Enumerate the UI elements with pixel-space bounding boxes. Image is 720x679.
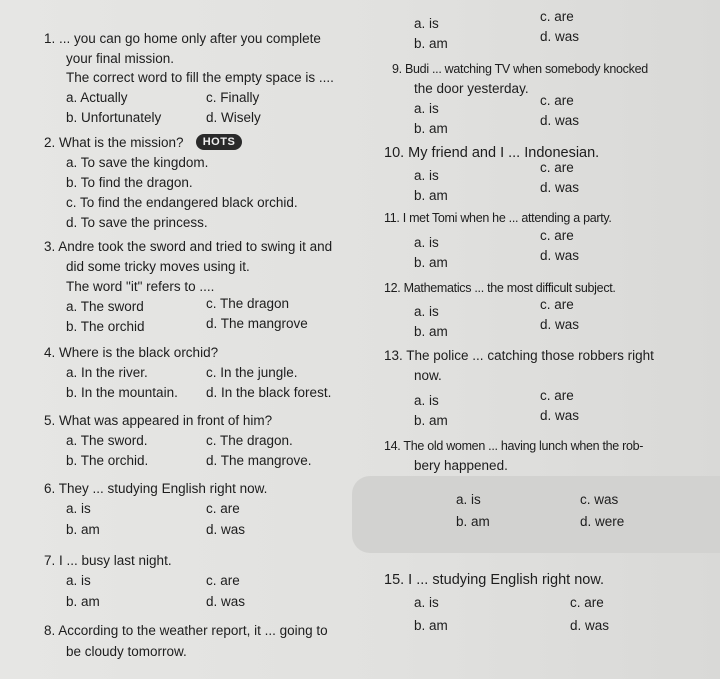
q3-option-a[interactable]: a. The sword	[66, 299, 144, 314]
q15-option-b[interactable]: b. am	[414, 618, 448, 633]
q9-option-c[interactable]: c. are	[540, 93, 574, 108]
q15-option-c[interactable]: c. are	[570, 595, 604, 610]
q4-option-c[interactable]: c. In the jungle.	[206, 365, 298, 380]
q4-option-a[interactable]: a. In the river.	[66, 365, 148, 380]
q10-option-b[interactable]: b. am	[414, 188, 448, 203]
q13-stem: 13. The police ... catching those robbers right	[384, 348, 654, 363]
q12-stem: 12. Mathematics ... the most difficult subject.	[384, 281, 616, 295]
q13-option-c[interactable]: c. are	[540, 388, 574, 403]
q1-stem-line2: your final mission.	[66, 51, 175, 66]
q6-option-b[interactable]: b. am	[66, 522, 100, 537]
q10-stem: 10. My friend and I ... Indonesian.	[384, 145, 600, 161]
q1-option-c[interactable]: c. Finally	[206, 90, 260, 105]
q3-option-d[interactable]: d. The mangrove	[206, 316, 308, 331]
q13-stem-line2: now.	[414, 368, 442, 383]
q9-stem-line2: the door yesterday.	[414, 81, 529, 96]
q8-option-d[interactable]: d. was	[540, 29, 580, 44]
q13-option-a[interactable]: a. is	[414, 393, 439, 408]
q7-option-b[interactable]: b. am	[66, 594, 100, 609]
q15-stem: 15. I ... studying English right now.	[384, 572, 605, 588]
q11-option-b[interactable]: b. am	[414, 255, 448, 270]
q8-stem: 8. According to the weather report, it ... going to	[44, 623, 328, 638]
q5-option-a[interactable]: a. The sword.	[66, 433, 148, 448]
q11-stem: 11. I met Tomi when he ... attending a party.	[384, 211, 612, 225]
q4-option-b[interactable]: b. In the mountain.	[66, 385, 178, 400]
q9-option-d[interactable]: d. was	[540, 113, 580, 128]
q10-option-d[interactable]: d. was	[540, 180, 580, 195]
q9-stem: 9. Budi ... watching TV when somebody knocked	[392, 62, 648, 76]
q7-option-c[interactable]: c. are	[206, 573, 240, 588]
q13-option-b[interactable]: b. am	[414, 413, 448, 428]
q14-option-b[interactable]: b. am	[456, 514, 490, 529]
q14-option-d[interactable]: d. were	[580, 514, 625, 529]
q5-stem: 5. What was appeared in front of him?	[44, 413, 273, 428]
q7-option-a[interactable]: a. is	[66, 573, 91, 588]
q6-option-c[interactable]: c. are	[206, 501, 240, 516]
q6-stem: 6. They ... studying English right now.	[44, 481, 268, 496]
q14-option-c[interactable]: c. was	[580, 492, 619, 507]
q5-option-c[interactable]: c. The dragon.	[206, 433, 293, 448]
q14-option-a[interactable]: a. is	[456, 492, 481, 507]
q3-stem-line2: did some tricky moves using it.	[66, 259, 250, 274]
q11-option-d[interactable]: d. was	[540, 248, 580, 263]
q3-prompt: The word "it" refers to ....	[66, 279, 215, 294]
q7-option-d[interactable]: d. was	[206, 594, 246, 609]
q2-option-c[interactable]: c. To find the endangered black orchid.	[66, 195, 298, 210]
q13-option-d[interactable]: d. was	[540, 408, 580, 423]
q11-option-c[interactable]: c. are	[540, 228, 574, 243]
q6-option-d[interactable]: d. was	[206, 522, 246, 537]
q2-option-a[interactable]: a. To save the kingdom.	[66, 155, 209, 170]
q8-option-b[interactable]: b. am	[414, 36, 448, 51]
q9-option-b[interactable]: b. am	[414, 121, 448, 136]
q4-stem: 4. Where is the black orchid?	[44, 345, 219, 360]
q8-option-c[interactable]: c. are	[540, 9, 574, 24]
q1-option-a[interactable]: a. Actually	[66, 90, 128, 105]
q1-option-d[interactable]: d. Wisely	[206, 110, 261, 125]
q15-option-d[interactable]: d. was	[570, 618, 610, 633]
q1-prompt: The correct word to fill the empty space is ....	[66, 70, 334, 85]
q7-stem: 7. I ... busy last night.	[44, 553, 172, 568]
q8-option-a[interactable]: a. is	[414, 16, 439, 31]
q6-option-a[interactable]: a. is	[66, 501, 91, 516]
q3-option-b[interactable]: b. The orchid	[66, 319, 145, 334]
hots-badge: HOTS	[196, 134, 242, 150]
q10-option-a[interactable]: a. is	[414, 168, 439, 183]
q5-option-b[interactable]: b. The orchid.	[66, 453, 149, 468]
q8-stem-line2: be cloudy tomorrow.	[66, 644, 187, 659]
q11-option-a[interactable]: a. is	[414, 235, 439, 250]
q12-option-c[interactable]: c. are	[540, 297, 574, 312]
q2-stem: 2. What is the mission?	[44, 135, 184, 150]
q15-option-a[interactable]: a. is	[414, 595, 439, 610]
q10-option-c[interactable]: c. are	[540, 160, 574, 175]
shaded-band	[352, 476, 720, 553]
q14-stem: 14. The old women ... having lunch when the rob-	[384, 439, 644, 453]
q4-option-d[interactable]: d. In the black forest.	[206, 385, 332, 400]
q3-option-c[interactable]: c. The dragon	[206, 296, 290, 311]
q1-stem: 1. ... you can go home only after you complete	[44, 31, 321, 46]
q1-option-b[interactable]: b. Unfortunately	[66, 110, 162, 125]
q14-stem-line2: bery happened.	[414, 458, 508, 473]
q3-stem: 3. Andre took the sword and tried to swing it and	[44, 239, 333, 254]
q2-option-b[interactable]: b. To find the dragon.	[66, 175, 193, 190]
q12-option-a[interactable]: a. is	[414, 304, 439, 319]
q12-option-d[interactable]: d. was	[540, 317, 580, 332]
q9-option-a[interactable]: a. is	[414, 101, 439, 116]
q5-option-d[interactable]: d. The mangrove.	[206, 453, 312, 468]
q12-option-b[interactable]: b. am	[414, 324, 448, 339]
q2-option-d[interactable]: d. To save the princess.	[66, 215, 208, 230]
